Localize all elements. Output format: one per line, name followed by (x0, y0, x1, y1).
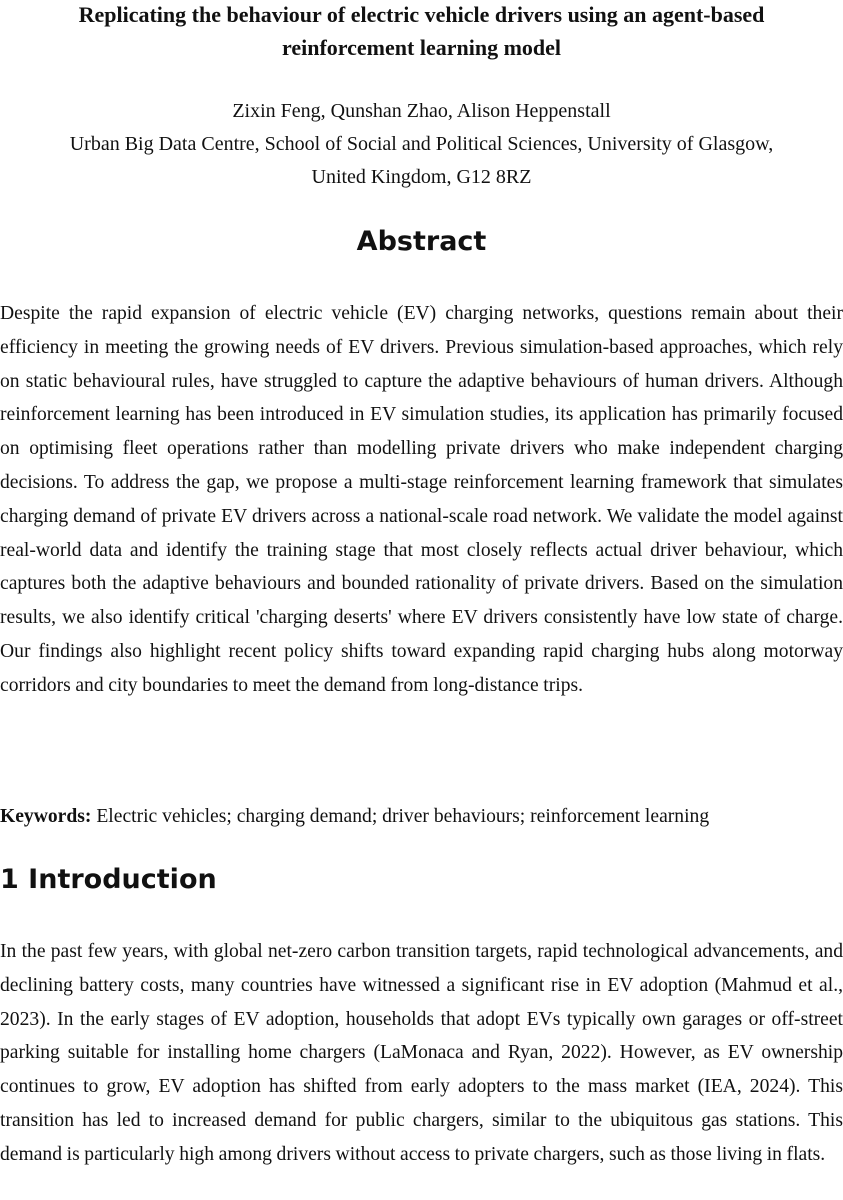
keywords-text: Electric vehicles; charging demand; driver behaviours; reinforcement learning (96, 806, 710, 827)
paper-title (0, 0, 843, 64)
keywords-line (0, 800, 843, 833)
abstract-heading: Abstract (356, 226, 487, 257)
affiliation-line-1: Urban Big Data Centre, School of Social and Political Sciences, University of Glasgow, (69, 133, 774, 155)
section-heading-introduction: 1 Introduction (0, 864, 217, 895)
abstract-text: Despite the rapid expansion of electric vehicle (EV) charging networks, questions remain about their efficiency in meeting the growing needs of EV drivers. Previous simulation-based approaches, which rely on static behavioural rules, have struggled to capture the adaptive behaviours of human drivers. Although reinforcement learning has been introduced in EV simulation studies, its application has primarily focused on optimising fleet operations rather than modelling private drivers who make independent charging decisions. To address the gap, we propose a multi-stage reinforcement learning framework that simulates charging demand of private EV drivers across a national-scale road network. We validate the model against real-world data and identify the training stage that most closely reflects actual driver behaviour, which captures both the adaptive behaviours and bounded rationality of private drivers. Based on the simulation results, we also identify critical 'charging deserts' where EV drivers consistently have low state of charge. Our findings also highlight recent policy shifts toward expanding rapid charging hubs along motorway corridors and city boundaries to meet the demand from long-distance trips. (0, 303, 843, 696)
affiliation-line-2: United Kingdom, G12 8RZ (311, 166, 532, 188)
keywords-label: Keywords: (0, 806, 92, 827)
introduction-text: In the past few years, with global net-zero carbon transition targets, rapid technological advancements, and declining battery costs, many countries have witnessed a significant rise in EV adoption (Mahmud et al., 2023). In the early stages of EV adoption, households that adopt EVs typically own garages or off-street parking suitable for installing home chargers (LaMonaca and Ryan, 2022). However, as EV ownership continues to grow, EV adoption has shifted from early adopters to the mass market (IEA, 2024). This transition has led to increased demand for public chargers, similar to the ubiquitous gas stations. This demand is particularly high among drivers without access to private chargers, such as those living in flats. (0, 941, 843, 1165)
paper-title-line-2: reinforcement learning model (281, 35, 562, 60)
authors: Zixin Feng, Qunshan Zhao, Alison Heppenstall (232, 100, 611, 122)
author-block (0, 95, 843, 194)
paper-title-line-1: Replicating the behaviour of electric vehicle drivers using an agent-based (78, 2, 765, 27)
